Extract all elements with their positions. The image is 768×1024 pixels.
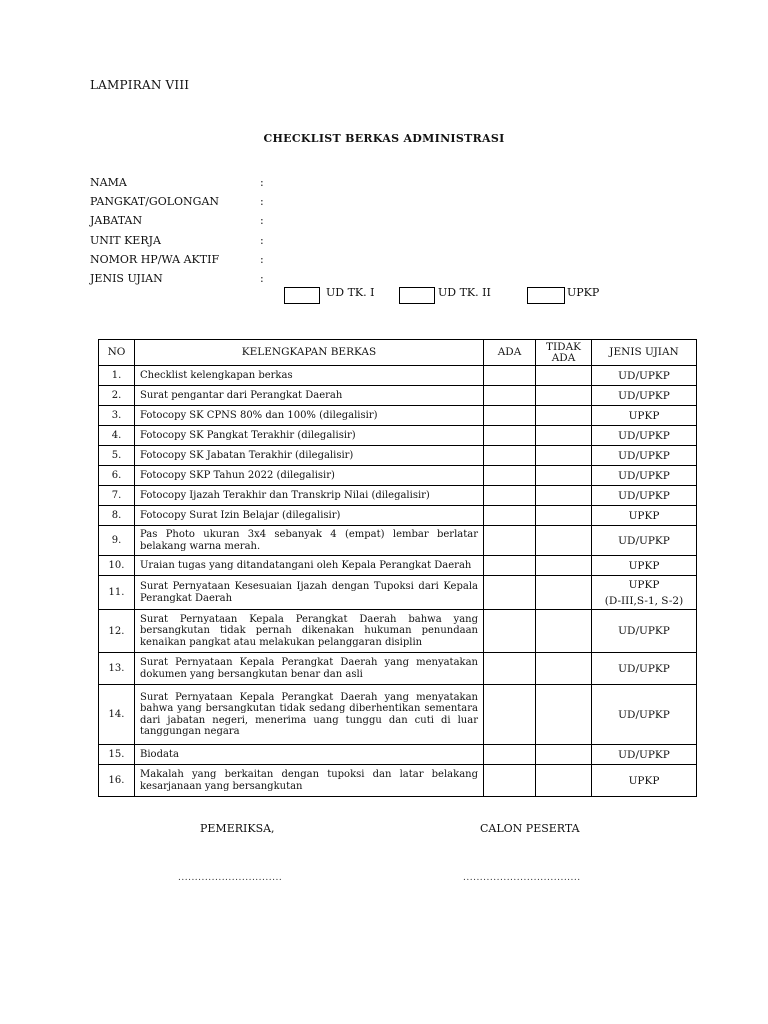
row-item-description: Fotocopy Surat Izin Belajar (dilegalisir) [135, 506, 484, 526]
row-item-description: Fotocopy SK CPNS 80% dan 100% (dilegalisir) [135, 406, 484, 426]
checkbox[interactable] [399, 287, 435, 304]
table-row [99, 685, 697, 745]
row-item-description: Surat Pernyataan Kepala Perangkat Daerah yang menyatakan dokumen yang bersangkutan benar dan asli [135, 653, 484, 685]
exam-type-line: UD/UPKP [618, 489, 670, 502]
exam-type-line: UD/UPKP [618, 708, 670, 721]
exam-type-line: UD/UPKP [618, 389, 670, 402]
row-exam-type [592, 653, 697, 685]
row-number: 2. [99, 386, 135, 406]
row-item-description: Fotocopy SK Jabatan Terakhir (dilegalisir) [135, 446, 484, 466]
row-number: 7. [99, 486, 135, 506]
exam-option-label: UD TK. I [326, 286, 375, 299]
table-row [99, 466, 697, 486]
table-row [99, 366, 697, 386]
column-header-item: KELENGKAPAN BERKAS [135, 340, 484, 366]
ada-cell[interactable] [484, 386, 536, 406]
exam-type-line: UD/UPKP [618, 748, 670, 761]
row-number: 15. [99, 745, 135, 765]
table-row [99, 745, 697, 765]
row-exam-type [592, 526, 697, 556]
row-item-description: Pas Photo ukuran 3x4 sebanyak 4 (empat) lembar berlatar belakang warna merah. [135, 526, 484, 556]
field-label: UNIT KERJA [90, 234, 161, 247]
row-number: 11. [99, 576, 135, 610]
exam-option-label: UPKP [567, 286, 600, 299]
row-item-description: Surat pengantar dari Perangkat Daerah [135, 386, 484, 406]
table-row [99, 765, 697, 797]
exam-type-line: UPKP [628, 509, 660, 522]
row-exam-type [592, 576, 697, 610]
exam-type-line: UD/UPKP [618, 662, 670, 675]
exam-option-label: UD TK. II [438, 286, 491, 299]
ada-cell[interactable] [484, 745, 536, 765]
row-exam-type [592, 685, 697, 745]
tidak-ada-cell[interactable] [536, 486, 592, 506]
row-item-description: Fotocopy SK Pangkat Terakhir (dilegalisir) [135, 426, 484, 446]
table-row [99, 526, 697, 556]
row-exam-type [592, 366, 697, 386]
ada-cell[interactable] [484, 526, 536, 556]
row-item-description: Fotocopy Ijazah Terakhir dan Transkrip Nilai (dilegalisir) [135, 486, 484, 506]
exam-type-line: UD/UPKP [618, 469, 670, 482]
row-item-description: Makalah yang berkaitan dengan tupoksi dan latar belakang kesarjanaan yang bersangkutan [135, 765, 484, 797]
row-exam-type [592, 506, 697, 526]
tidak-ada-cell[interactable] [536, 446, 592, 466]
ada-cell[interactable] [484, 486, 536, 506]
ada-cell[interactable] [484, 765, 536, 797]
exam-type-line: UD/UPKP [618, 369, 670, 382]
participant-label: CALON PESERTA [480, 822, 580, 835]
row-item-description: Biodata [135, 745, 484, 765]
row-number: 3. [99, 406, 135, 426]
document-title: CHECKLIST BERKAS ADMINISTRASI [263, 132, 505, 145]
row-number: 13. [99, 653, 135, 685]
row-exam-type [592, 610, 697, 653]
row-exam-type [592, 386, 697, 406]
table-row [99, 446, 697, 466]
field-colon: : [260, 253, 264, 266]
column-header-no: NO [99, 340, 135, 366]
row-number: 14. [99, 685, 135, 745]
table-row [99, 576, 697, 610]
column-header-tidak-ada [536, 340, 592, 366]
row-exam-type [592, 466, 697, 486]
ada-cell[interactable] [484, 366, 536, 386]
checkbox[interactable] [527, 287, 565, 304]
field-label: NOMOR HP/WA AKTIF [90, 253, 220, 266]
tidak-ada-cell[interactable] [536, 366, 592, 386]
table-row [99, 556, 697, 576]
row-exam-type [592, 765, 697, 797]
tidak-ada-cell[interactable] [536, 685, 592, 745]
tidak-ada-cell[interactable] [536, 466, 592, 486]
ada-cell[interactable] [484, 466, 536, 486]
field-label: NAMA [90, 176, 127, 189]
row-number: 12. [99, 610, 135, 653]
ada-cell[interactable] [484, 406, 536, 426]
tidak-ada-cell[interactable] [536, 610, 592, 653]
row-item-description: Uraian tugas yang ditandatangani oleh Kepala Perangkat Daerah [135, 556, 484, 576]
ada-cell[interactable] [484, 653, 536, 685]
row-number: 1. [99, 366, 135, 386]
tidak-ada-cell[interactable] [536, 765, 592, 797]
checklist-table [98, 339, 697, 797]
row-number: 9. [99, 526, 135, 556]
ada-cell[interactable] [484, 576, 536, 610]
row-exam-type [592, 406, 697, 426]
ada-cell[interactable] [484, 556, 536, 576]
row-item-description: Surat Pernyataan Kepala Perangkat Daerah yang menyatakan bahwa yang bersangkutan tidak sedang diberhentikan sementara dari jabatan negeri, menerima uang tunggu dan cuti di luar tanggungan negara [135, 685, 484, 745]
tidak-ada-cell[interactable] [536, 653, 592, 685]
row-item-description: Checklist kelengkapan berkas [135, 366, 484, 386]
row-number: 5. [99, 446, 135, 466]
ada-cell[interactable] [484, 506, 536, 526]
table-row [99, 386, 697, 406]
tidak-ada-cell[interactable] [536, 556, 592, 576]
table-header-row [99, 340, 697, 366]
row-number: 10. [99, 556, 135, 576]
row-number: 16. [99, 765, 135, 797]
row-exam-type [592, 426, 697, 446]
row-number: 6. [99, 466, 135, 486]
exam-type-line: UPKP [628, 409, 660, 422]
row-exam-type [592, 486, 697, 506]
field-colon: : [260, 214, 264, 227]
table-row [99, 406, 697, 426]
row-item-description: Surat Pernyataan Kesesuaian Ijazah dengan Tupoksi dari Kepala Perangkat Daerah [135, 576, 484, 610]
tidak-ada-cell[interactable] [536, 426, 592, 446]
field-colon: : [260, 234, 264, 247]
participant-signature-line: ................................... [463, 873, 581, 883]
field-colon: : [260, 195, 264, 208]
exam-type-line: UPKP [628, 559, 660, 572]
tidak-ada-cell[interactable] [536, 406, 592, 426]
ada-cell[interactable] [484, 426, 536, 446]
table-row [99, 486, 697, 506]
examiner-label: PEMERIKSA, [200, 822, 275, 835]
exam-type-line: UD/UPKP [618, 534, 670, 547]
row-item-description: Fotocopy SKP Tahun 2022 (dilegalisir) [135, 466, 484, 486]
table-row [99, 610, 697, 653]
tidak-ada-cell[interactable] [536, 386, 592, 406]
field-label: JABATAN [90, 214, 143, 227]
column-header-ada: ADA [484, 340, 536, 366]
row-number: 8. [99, 506, 135, 526]
exam-type-line: UPKP [628, 578, 660, 591]
attachment-label: LAMPIRAN VIII [90, 78, 190, 92]
row-number: 4. [99, 426, 135, 446]
tidak-ada-cell[interactable] [536, 576, 592, 610]
table-row [99, 653, 697, 685]
tidak-ada-cell[interactable] [536, 506, 592, 526]
header-line: TIDAK [546, 340, 581, 353]
ada-cell[interactable] [484, 610, 536, 653]
row-exam-type [592, 446, 697, 466]
column-header-jenis: JENIS UJIAN [592, 340, 697, 366]
table-body [99, 366, 697, 797]
field-colon: : [260, 176, 264, 189]
exam-type-line: UD/UPKP [618, 429, 670, 442]
row-exam-type [592, 556, 697, 576]
header-line: ADA [551, 351, 576, 364]
checkbox[interactable] [284, 287, 320, 304]
table-row [99, 506, 697, 526]
exam-type-line: UD/UPKP [618, 449, 670, 462]
tidak-ada-cell[interactable] [536, 745, 592, 765]
table-row [99, 426, 697, 446]
ada-cell[interactable] [484, 685, 536, 745]
examiner-signature-line: ............................... [178, 873, 283, 883]
field-label: PANGKAT/GOLONGAN [90, 195, 220, 208]
field-colon: : [260, 272, 264, 285]
ada-cell[interactable] [484, 446, 536, 466]
row-item-description: Surat Pernyataan Kepala Perangkat Daerah bahwa yang bersangkutan tidak pernah dikenakan hukuman penundaan kenaikan pangkat atau melakukan pelanggaran disiplin [135, 610, 484, 653]
exam-type-line: (D-III,S-1, S-2) [604, 594, 684, 607]
exam-type-line: UPKP [628, 774, 660, 787]
row-exam-type [592, 745, 697, 765]
exam-type-line: UD/UPKP [618, 625, 670, 637]
field-label: JENIS UJIAN [90, 272, 163, 285]
tidak-ada-cell[interactable] [536, 526, 592, 556]
